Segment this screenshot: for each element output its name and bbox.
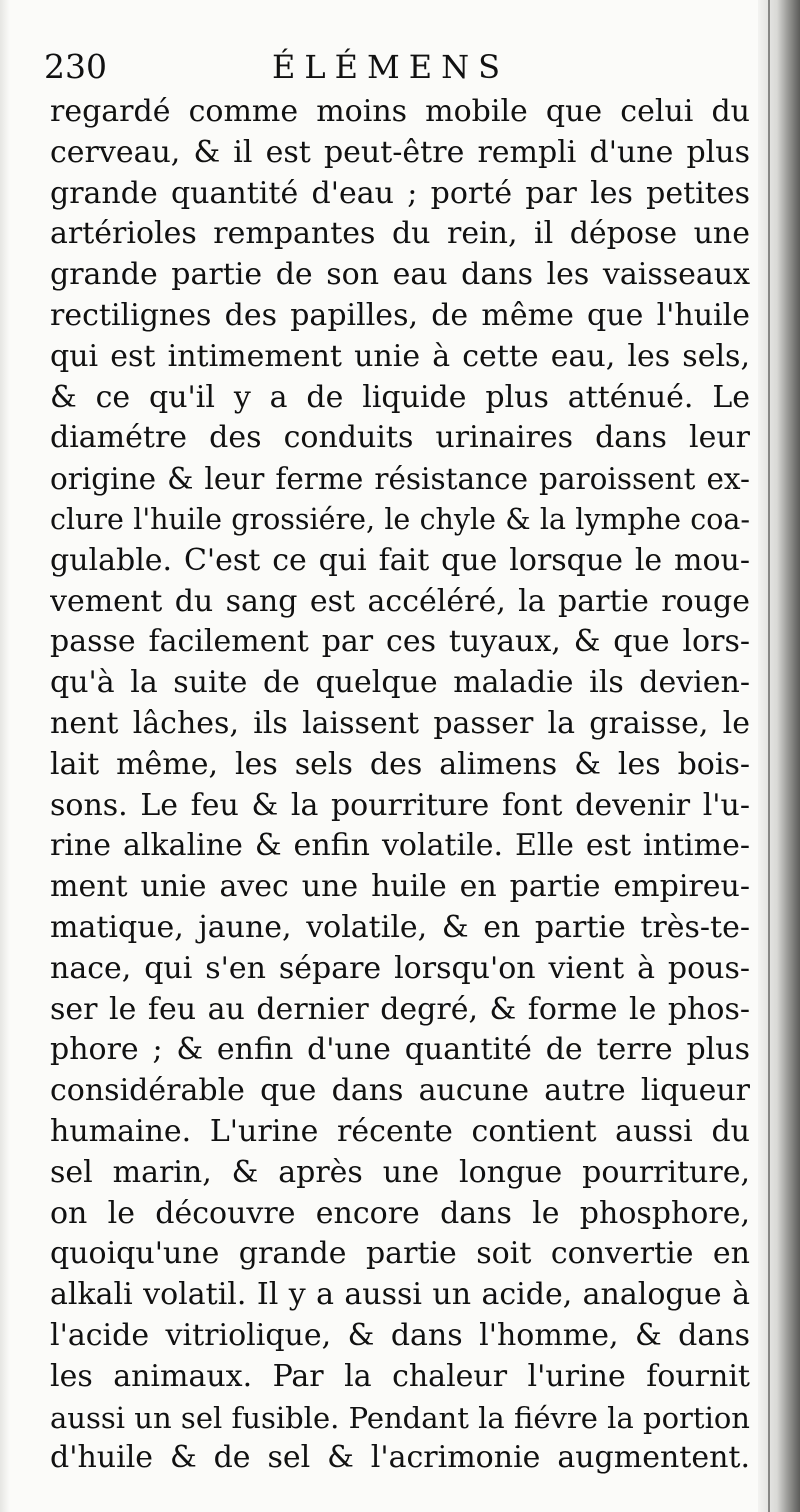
page-left-edge xyxy=(0,0,10,1512)
text-line: humaine. L'urine récente contient aussi du xyxy=(50,1113,750,1149)
text-line: gulable. C'est ce qui fait que lorsque le mou- xyxy=(50,542,750,578)
text-line: artérioles rempantes du rein, il dépose une xyxy=(50,216,750,252)
text-line: l'acide vitriolique, & dans l'homme, & dans xyxy=(50,1317,750,1353)
text-line: nent lâches, ils laissent passer la graisse, le xyxy=(50,705,750,741)
text-line: sel marin, & après une longue pourriture, xyxy=(50,1154,750,1190)
text-line: on le découvre encore dans le phosphore, xyxy=(50,1195,750,1231)
text-line: & ce qu'il y a de liquide plus atténué. Le xyxy=(50,379,750,415)
text-line: nace, qui s'en sépare lorsqu'on vient à pous- xyxy=(50,950,750,986)
text-line: grande partie de son eau dans les vaisseaux xyxy=(50,257,750,293)
text-line: ment unie avec une huile en partie empireu- xyxy=(50,869,750,905)
text-line: rectilignes des papilles, de même que l'huile xyxy=(50,297,750,333)
text-line: grande quantité d'eau ; porté par les petites xyxy=(50,175,750,211)
text-line: qui est intimement unie à cette eau, les sels, xyxy=(50,338,750,374)
text-line: regardé comme moins mobile que celui du xyxy=(50,94,750,129)
text-line: sons. Le feu & la pourriture font devenir l'u- xyxy=(50,787,750,823)
text-line: les animaux. Par la chaleur l'urine fournit xyxy=(50,1358,750,1394)
text-line: cerveau, & il est peut-être rempli d'une plus xyxy=(50,134,750,170)
text-line: matique, jaune, volatile, & en partie très-te- xyxy=(50,909,750,945)
text-line: aussi un sel fusible. Pendant la fiévre la portion xyxy=(50,1400,750,1435)
text-line: rine alkaline & enfin volatile. Elle est intime- xyxy=(50,828,750,864)
text-line: qu'à la suite de quelque maladie ils devien- xyxy=(50,665,750,701)
text-line: diamétre des conduits urinaires dans leur xyxy=(50,420,750,456)
text-line: phore ; & enfin d'une quantité de terre plus xyxy=(50,1032,750,1068)
text-line: quoiqu'une grande partie soit convertie en xyxy=(50,1236,750,1272)
text-line: vement du sang est accéléré, la partie rouge xyxy=(50,583,750,619)
running-head: ÉLÉMENS xyxy=(272,48,510,86)
text-line: considérable que dans aucune autre liqueur xyxy=(50,1073,750,1109)
page-binding-line xyxy=(768,0,770,1512)
page-number: 230 xyxy=(44,47,107,86)
text-line: d'huile & de sel & l'acrimonie augmentent. xyxy=(50,1440,750,1476)
text-line: lait même, les sels des alimens & les bois- xyxy=(50,746,750,782)
text-line: alkali volatil. Il y a aussi un acide, analogue à xyxy=(50,1277,750,1313)
page-gutter-shadow xyxy=(758,0,800,1512)
page-header xyxy=(44,44,744,90)
text-line: passe facilement par ces tuyaux, & que lors- xyxy=(50,624,750,660)
text-line: origine & leur ferme résistance paroissent ex- xyxy=(50,462,750,497)
text-line: ser le feu au dernier degré, & forme le phos- xyxy=(50,991,750,1027)
text-line: clure l'huile grossiére, le chyle & la lymphe coa- xyxy=(50,502,750,536)
body-text xyxy=(50,92,750,1479)
